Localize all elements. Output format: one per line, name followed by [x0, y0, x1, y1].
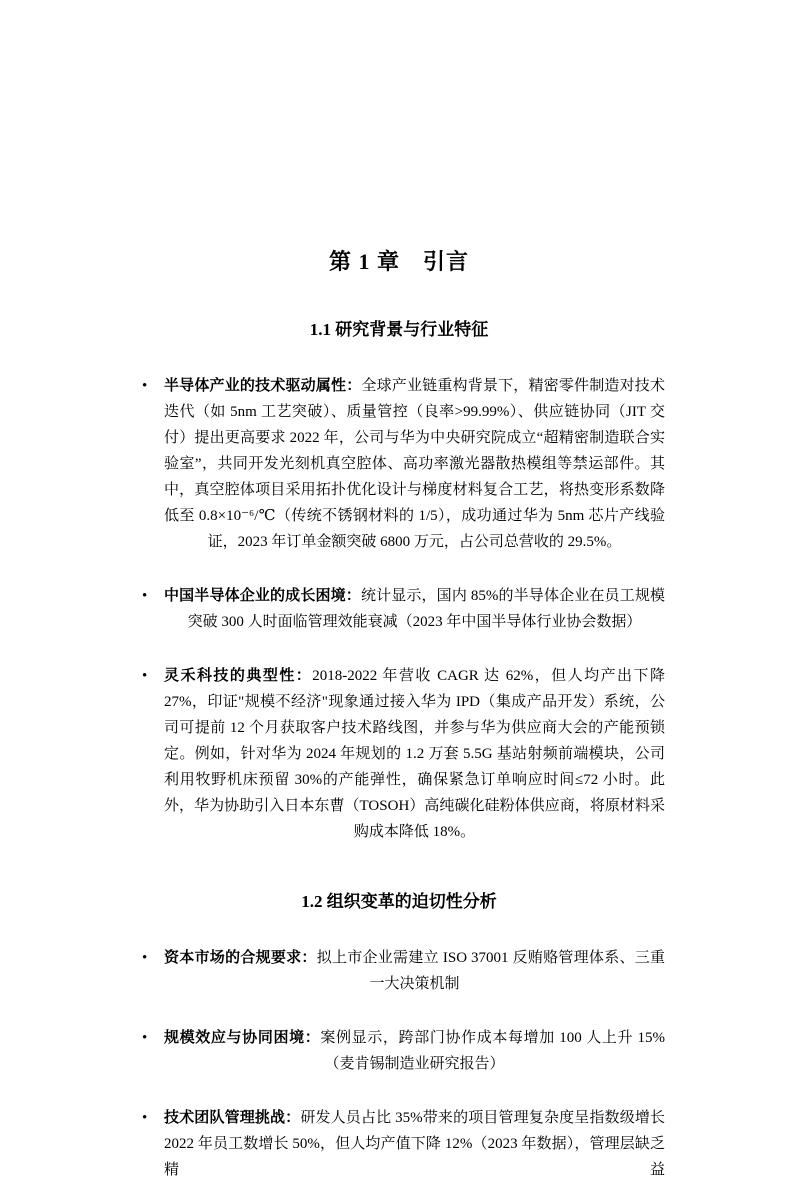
bullet-term: 中国半导体企业的成长困境：: [164, 588, 361, 604]
bullet-term: 规模效应与协同困境：: [164, 1030, 321, 1046]
bullet-icon: •: [142, 1030, 148, 1046]
list-item: [133, 1025, 665, 1077]
bullet-term: 灵禾科技的典型性：: [164, 668, 313, 684]
bullet-text: 研发人员占比 35%带来的项目管理复杂度呈指数级增长 2022 年员工数增长 50%，但人均产值下降 12%（2023 年数据），管理层缺乏精益: [164, 1110, 665, 1178]
list-item: [133, 583, 665, 635]
list-item: [133, 945, 665, 997]
bullet-icon: •: [142, 668, 148, 684]
list-item: [133, 1105, 665, 1183]
chapter-title: 第 1 章 引言: [328, 249, 469, 274]
section-heading-1-2: 1.2 组织变革的迫切性分析: [301, 892, 497, 911]
bullet-term: 资本市场的合规要求：: [164, 950, 317, 966]
bullet-icon: •: [142, 588, 148, 604]
list-item: [133, 663, 665, 845]
list-item: [133, 373, 665, 555]
bullet-term: 半导体产业的技术驱动属性：: [164, 378, 362, 394]
bullet-text: 统计显示，国内 85%的半导体企业在员工规模突破 300 人时面临管理效能衰减（2023 年中国半导体行业协会数据）: [187, 588, 665, 630]
bullet-icon: •: [142, 950, 148, 966]
section-heading-1-1: 1.1 研究背景与行业特征: [309, 320, 489, 339]
bullet-icon: •: [142, 1110, 148, 1126]
bullet-icon: •: [142, 378, 148, 394]
bullet-text: 全球产业链重构背景下，精密零件制造对技术迭代（如 5nm 工艺突破）、质量管控（良率>99.99%）、供应链协同（JIT 交付）提出更高要求 2022 年，公司与华为中央研究院成立“超精密制造联合实验室”，共同开发光刻机真空腔体、高功率激光器散热模组等禁运部件。其中，真空腔体项目采用拓扑优化设计与梯度材料复合工艺，将热变形系数降低至 0.8×10⁻⁶/℃（传统不锈钢材料的 1/5），成功通过华为 5nm 芯片产线验证，2023 年订单金额突破 6800 万元，占公司总营收的 29.5%。: [164, 378, 665, 550]
bullet-term: 技术团队管理挑战：: [164, 1110, 301, 1126]
bullet-text: 2018-2022 年营收 CAGR 达 62%，但人均产出下降 27%，印证"规模不经济"现象通过接入华为 IPD（集成产品开发）系统，公司可提前 12 个月获取客户技术路线图，并参与华为供应商大会的产能预锁定。例如，针对华为 2024 年规划的 1.2 万套 5.5G 基站射频前端模块，公司利用牧野机床预留 30%的产能弹性，确保紧急订单响应时间≤72 小时。此外，华为协助引入日本东曹（TOSOH）高纯碳化硅粉体供应商，将原材料采购成本降低 18%。: [164, 668, 665, 840]
bullet-text: 案例显示，跨部门协作成本每增加 100 人上升 15%（麦肯锡制造业研究报告）: [320, 1030, 665, 1072]
bullet-text: 拟上市企业需建立 ISO 37001 反贿赂管理体系、三重一大决策机制: [316, 950, 666, 992]
